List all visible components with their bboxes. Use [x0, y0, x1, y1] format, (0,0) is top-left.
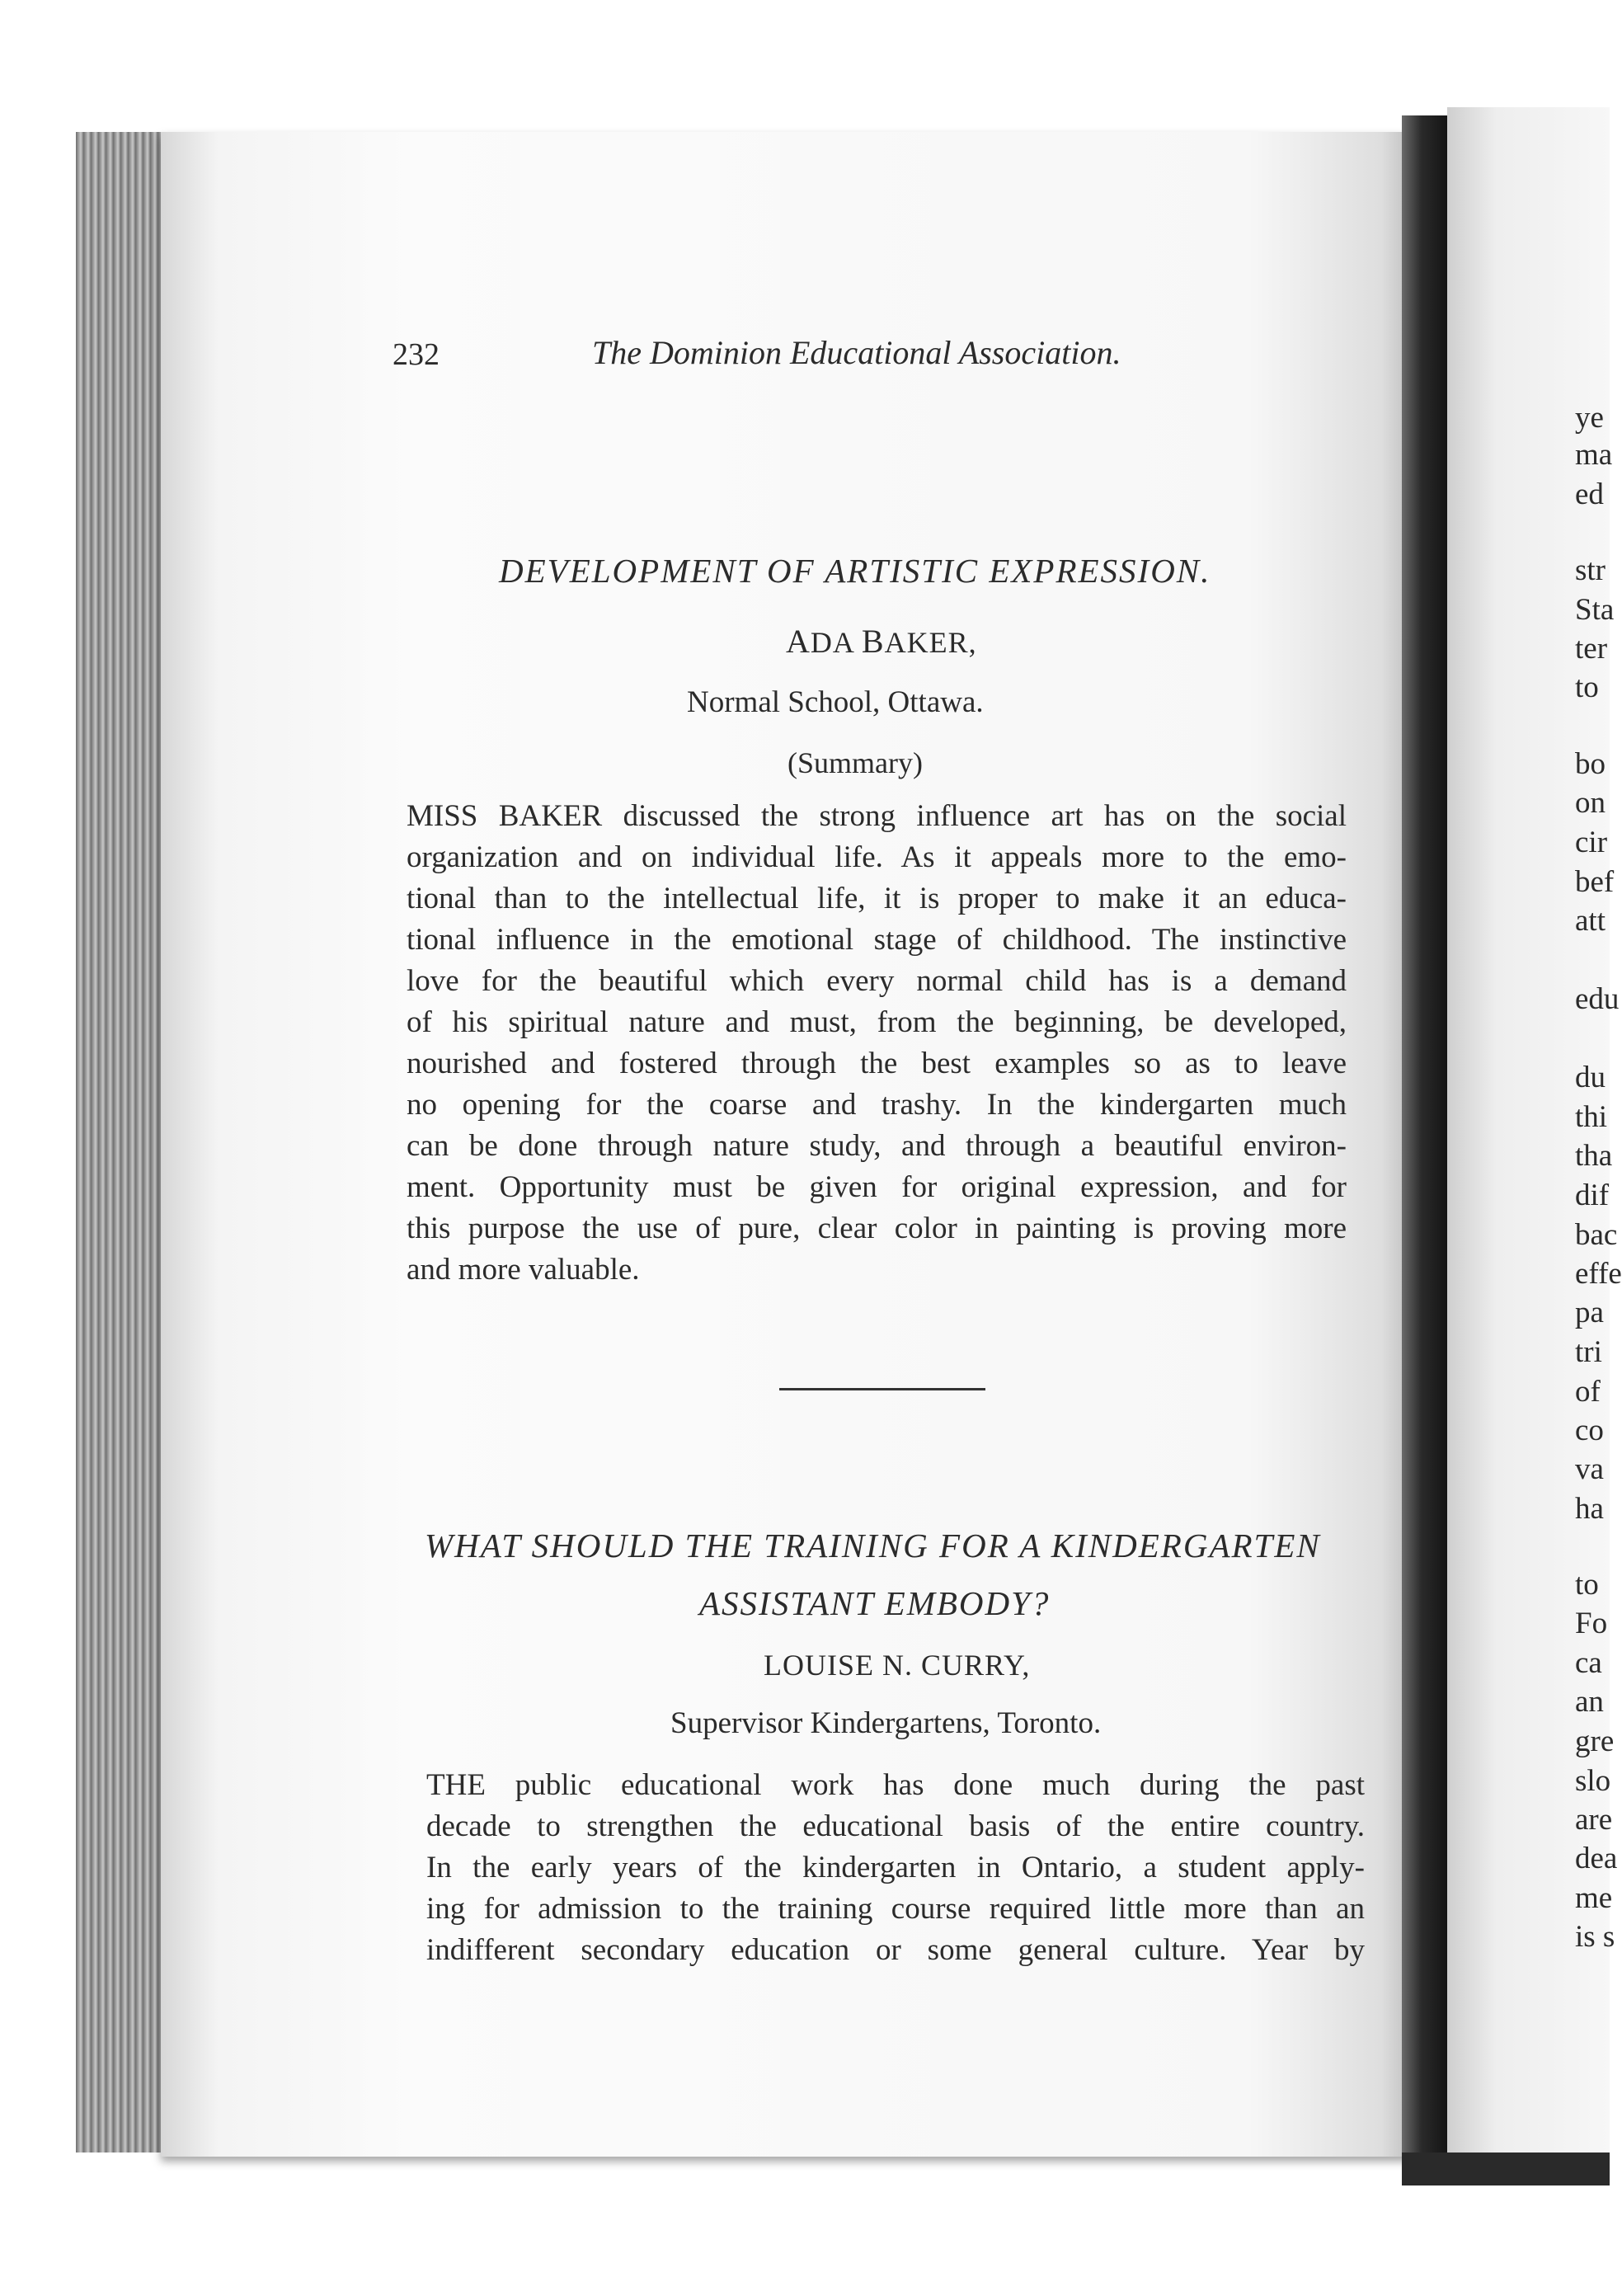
section-divider	[779, 1388, 985, 1390]
fragment: to	[1575, 670, 1599, 704]
body-line: of his spiritual nature and must, from the beginning, be developed,	[407, 1005, 1347, 1039]
fragment: effe	[1575, 1257, 1622, 1291]
fragment: ter	[1575, 632, 1608, 666]
body-line: ment. Opportunity must be given for original expression, and for	[407, 1170, 1347, 1204]
fragment: bo	[1575, 747, 1606, 781]
body-line: this purpose the use of pure, clear color in painting is proving more	[407, 1212, 1347, 1245]
body-line: organization and on individual life. As it appeals more to the emo-	[407, 840, 1347, 874]
body-line: MISS BAKER discussed the strong influence art has on the social	[407, 799, 1347, 833]
body-line: ing for admission to the training course required little more than an	[426, 1892, 1365, 1926]
article-title: DEVELOPMENT OF ARTISTIC EXPRESSION.	[499, 552, 1211, 590]
fragment: ma	[1575, 438, 1613, 472]
article-title: ASSISTANT EMBODY?	[699, 1584, 1051, 1622]
book-page-edges	[76, 132, 167, 2152]
article-body	[426, 1765, 1365, 1971]
fragment: bef	[1575, 865, 1615, 899]
fragment: me	[1575, 1881, 1613, 1915]
fragment: Sta	[1575, 593, 1615, 627]
scan-background	[1402, 2152, 1610, 2185]
body-line: indifferent secondary education or some general culture. Year by	[426, 1933, 1365, 1967]
fragment: cir	[1575, 826, 1608, 859]
fragment: co	[1575, 1414, 1604, 1447]
fragment: dif	[1575, 1179, 1610, 1212]
body-line: nourished and fostered through the best examples so as to leave	[407, 1047, 1347, 1080]
fragment: str	[1575, 553, 1606, 587]
fragment: an	[1575, 1685, 1604, 1719]
article-author: ADA BAKER,	[786, 623, 977, 660]
fragment: on	[1575, 786, 1606, 820]
fragment: of	[1575, 1375, 1601, 1409]
fragment: thi	[1575, 1100, 1608, 1134]
fragment: edu	[1575, 982, 1620, 1016]
fragment: is s	[1575, 1920, 1615, 1954]
fragment: tri	[1575, 1335, 1602, 1369]
body-line: decade to strengthen the educational basis of the entire country.	[426, 1809, 1365, 1843]
fragment: ca	[1575, 1646, 1602, 1680]
article-affiliation: Supervisor Kindergartens, Toronto.	[670, 1706, 1102, 1740]
article-title: WHAT SHOULD THE TRAINING FOR A KINDERGARTEN	[425, 1527, 1321, 1564]
fragment: ed	[1575, 478, 1604, 511]
body-line: love for the beautiful which every normal child has is a demand	[407, 964, 1347, 998]
running-title: The Dominion Educational Association.	[592, 334, 1121, 371]
fragment: ha	[1575, 1492, 1604, 1526]
fragment: to	[1575, 1568, 1599, 1602]
fragment: gre	[1575, 1724, 1615, 1758]
body-line: and more valuable.	[407, 1253, 640, 1287]
fragment: dea	[1575, 1842, 1618, 1875]
body-line: THE public educational work has done much during the past	[426, 1768, 1365, 1802]
summary-note: (Summary)	[787, 746, 923, 779]
fragment: pa	[1575, 1296, 1604, 1329]
body-line: can be done through nature study, and through a beautiful environ-	[407, 1129, 1347, 1163]
fragment: slo	[1575, 1764, 1611, 1798]
article-body	[407, 796, 1347, 1291]
fragment: tha	[1575, 1139, 1613, 1173]
article-affiliation: Normal School, Ottawa.	[687, 685, 984, 719]
fragment: Fo	[1575, 1607, 1608, 1640]
body-line: tional than to the intellectual life, it is proper to make it an educa-	[407, 882, 1347, 915]
page-number: 232	[393, 337, 440, 372]
fragment: va	[1575, 1452, 1604, 1486]
body-line: In the early years of the kindergarten in Ontario, a student apply-	[426, 1851, 1365, 1884]
fragment: are	[1575, 1803, 1613, 1837]
body-line: tional influence in the emotional stage of childhood. The instinctive	[407, 923, 1347, 957]
article-author: LOUISE N. CURRY,	[764, 1649, 1031, 1682]
book-gutter	[1402, 115, 1451, 2169]
fragment: du	[1575, 1061, 1606, 1094]
body-line: no opening for the coarse and trashy. In the kindergarten much	[407, 1088, 1347, 1122]
fragment: bac	[1575, 1218, 1618, 1252]
fragment: att	[1575, 904, 1606, 938]
fragment: ye	[1575, 401, 1604, 435]
